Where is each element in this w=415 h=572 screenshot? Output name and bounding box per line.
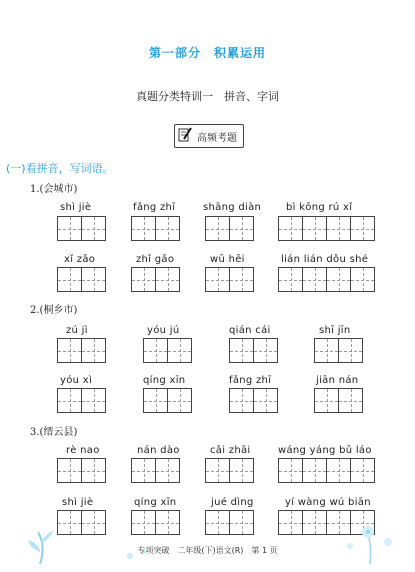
writing-cell[interactable] bbox=[338, 388, 363, 413]
high-frequency-badge bbox=[174, 124, 244, 148]
pinyin-prompt: xǐ zǎo bbox=[64, 254, 96, 265]
pinyin-prompt: yóu jú bbox=[147, 325, 180, 336]
writing-cell[interactable] bbox=[81, 458, 106, 483]
writing-cell[interactable] bbox=[155, 267, 180, 292]
writing-cell[interactable] bbox=[229, 388, 254, 413]
answer-grid[interactable] bbox=[131, 458, 180, 483]
pinyin-prompt: bì kōng rú xǐ bbox=[286, 202, 353, 213]
pinyin-prompt: yóu xì bbox=[60, 375, 93, 386]
writing-cell[interactable] bbox=[205, 458, 230, 483]
writing-cell[interactable] bbox=[131, 267, 156, 292]
writing-cell[interactable] bbox=[302, 510, 327, 535]
writing-cell[interactable] bbox=[350, 267, 375, 292]
writing-cell[interactable] bbox=[253, 388, 278, 413]
part-title: 第一部分 积累运用 bbox=[148, 46, 266, 60]
pinyin-prompt: yí wàng wú biān bbox=[285, 497, 371, 508]
answer-grid[interactable] bbox=[229, 338, 278, 363]
writing-cell[interactable] bbox=[278, 458, 303, 483]
writing-cell[interactable] bbox=[350, 216, 375, 241]
writing-cell[interactable] bbox=[167, 338, 192, 363]
writing-cell[interactable] bbox=[302, 216, 327, 241]
group-label: 3.(缙云县) bbox=[30, 427, 78, 438]
pinyin-prompt: lián lián dǒu shé bbox=[281, 254, 369, 265]
writing-cell[interactable] bbox=[131, 458, 156, 483]
answer-grid[interactable] bbox=[131, 267, 180, 292]
answer-grid[interactable] bbox=[278, 267, 375, 292]
writing-cell[interactable] bbox=[326, 267, 351, 292]
writing-cell[interactable] bbox=[314, 338, 339, 363]
group-label: 1.(会城市) bbox=[30, 184, 78, 195]
pinyin-prompt: cǎi zhāi bbox=[210, 445, 251, 456]
answer-grid[interactable] bbox=[57, 388, 106, 413]
writing-cell[interactable] bbox=[205, 267, 230, 292]
answer-grid[interactable] bbox=[205, 458, 254, 483]
group-label: 2.(桐乡市) bbox=[30, 305, 78, 316]
writing-cell[interactable] bbox=[167, 388, 192, 413]
pinyin-prompt: fǎng zhī bbox=[133, 202, 176, 213]
answer-grid[interactable] bbox=[205, 216, 254, 241]
writing-cell[interactable] bbox=[155, 458, 180, 483]
answer-grid[interactable] bbox=[314, 338, 363, 363]
answer-grid[interactable] bbox=[131, 216, 180, 241]
pinyin-prompt: nán dào bbox=[137, 445, 180, 456]
writing-cell[interactable] bbox=[229, 510, 254, 535]
pinyin-prompt: qián cái bbox=[229, 325, 271, 336]
answer-grid[interactable] bbox=[278, 216, 375, 241]
badge-label: 高频考题 bbox=[197, 133, 237, 144]
writing-cell[interactable] bbox=[253, 338, 278, 363]
answer-grid[interactable] bbox=[57, 458, 106, 483]
writing-cell[interactable] bbox=[155, 216, 180, 241]
pinyin-prompt: wū hēi bbox=[210, 254, 245, 265]
answer-grid[interactable] bbox=[229, 388, 278, 413]
writing-cell[interactable] bbox=[57, 216, 82, 241]
writing-cell[interactable] bbox=[81, 216, 106, 241]
answer-grid[interactable] bbox=[143, 388, 192, 413]
writing-cell[interactable] bbox=[229, 267, 254, 292]
exercise-heading: (一)看拼音，写词语。 bbox=[6, 162, 114, 175]
writing-cell[interactable] bbox=[229, 338, 254, 363]
writing-cell[interactable] bbox=[81, 338, 106, 363]
pinyin-prompt: shì jiè bbox=[62, 497, 94, 508]
writing-cell[interactable] bbox=[350, 458, 375, 483]
answer-grid[interactable] bbox=[57, 267, 106, 292]
answer-grid[interactable] bbox=[314, 388, 363, 413]
pinyin-prompt: zú jì bbox=[66, 325, 88, 336]
writing-cell[interactable] bbox=[278, 510, 303, 535]
writing-cell[interactable] bbox=[205, 216, 230, 241]
writing-cell[interactable] bbox=[143, 388, 168, 413]
writing-cell[interactable] bbox=[326, 458, 351, 483]
writing-cell[interactable] bbox=[57, 388, 82, 413]
writing-cell[interactable] bbox=[302, 458, 327, 483]
page-footer: 专项突破 二年级(下)语文(R) 第 1 页 bbox=[137, 546, 278, 555]
pinyin-prompt: shī jīn bbox=[319, 325, 351, 336]
answer-grid[interactable] bbox=[205, 267, 254, 292]
section-subtitle: 真题分类特训一 拼音、字词 bbox=[136, 90, 279, 103]
pen-notebook-icon bbox=[178, 127, 192, 143]
answer-grid[interactable] bbox=[57, 338, 106, 363]
writing-cell[interactable] bbox=[338, 338, 363, 363]
writing-cell[interactable] bbox=[205, 510, 230, 535]
pinyin-prompt: fǎng zhī bbox=[229, 375, 272, 386]
writing-cell[interactable] bbox=[131, 216, 156, 241]
writing-cell[interactable] bbox=[57, 458, 82, 483]
answer-grid[interactable] bbox=[205, 510, 254, 535]
flower-decoration-icon bbox=[330, 520, 410, 565]
pinyin-prompt: qíng xīn bbox=[134, 497, 177, 508]
writing-cell[interactable] bbox=[143, 338, 168, 363]
answer-grid[interactable] bbox=[278, 458, 375, 483]
pinyin-prompt: qíng xīn bbox=[143, 375, 186, 386]
answer-grid[interactable] bbox=[143, 338, 192, 363]
writing-cell[interactable] bbox=[278, 216, 303, 241]
answer-grid[interactable] bbox=[57, 216, 106, 241]
pinyin-prompt: wáng yáng bǔ láo bbox=[278, 445, 372, 456]
writing-cell[interactable] bbox=[326, 216, 351, 241]
writing-cell[interactable] bbox=[302, 267, 327, 292]
writing-cell[interactable] bbox=[81, 267, 106, 292]
pinyin-prompt: rè nao bbox=[66, 445, 100, 456]
pinyin-prompt: jiān nán bbox=[316, 375, 359, 386]
writing-cell[interactable] bbox=[81, 388, 106, 413]
writing-cell[interactable] bbox=[278, 267, 303, 292]
writing-cell[interactable] bbox=[229, 458, 254, 483]
pinyin-prompt: jué dìng bbox=[211, 497, 254, 508]
pinyin-prompt: zhǐ gǎo bbox=[136, 254, 175, 265]
writing-cell[interactable] bbox=[57, 267, 82, 292]
writing-cell[interactable] bbox=[229, 216, 254, 241]
pinyin-prompt: shāng diàn bbox=[203, 202, 262, 213]
writing-cell[interactable] bbox=[314, 388, 339, 413]
pinyin-prompt: shì jiè bbox=[60, 202, 92, 213]
writing-cell[interactable] bbox=[57, 338, 82, 363]
